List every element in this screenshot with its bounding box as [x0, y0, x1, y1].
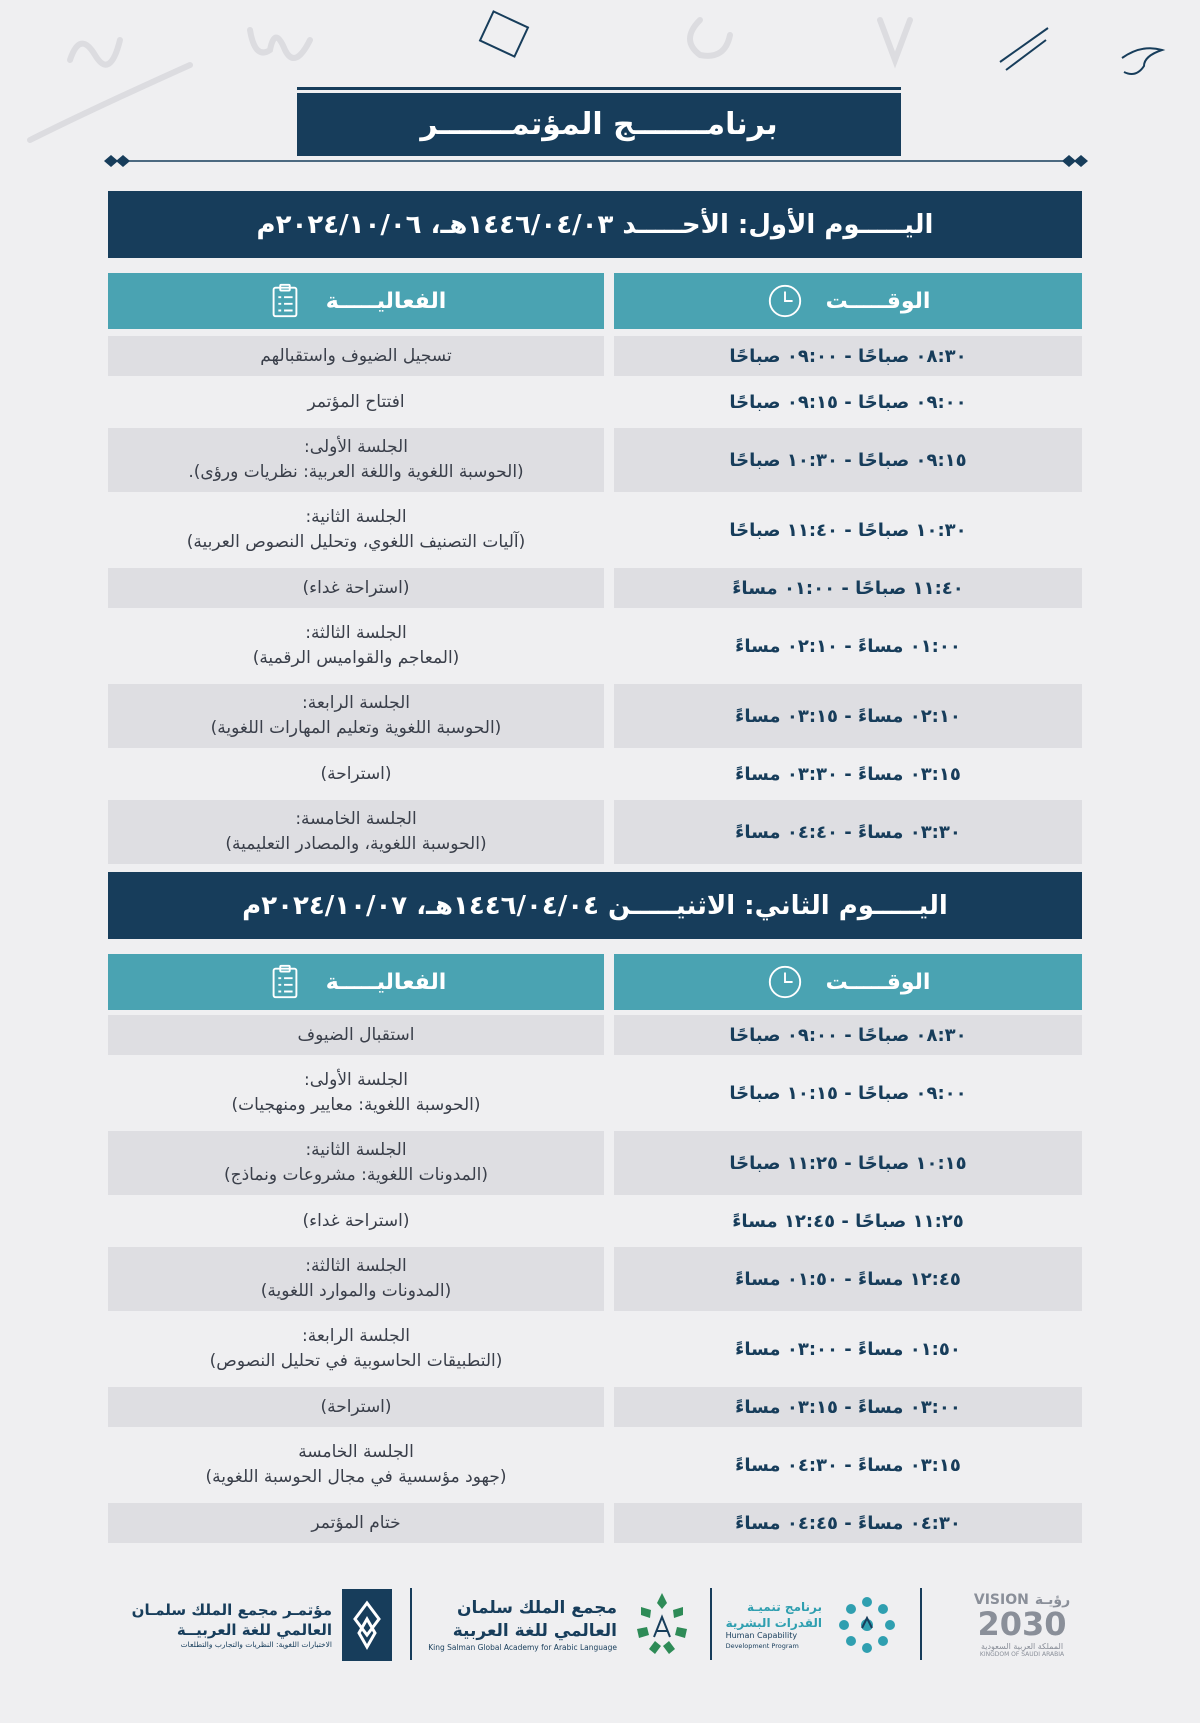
activity-line-1: (استراحة): [320, 763, 392, 784]
table-row: [108, 336, 1082, 376]
day-2-time-header: [614, 954, 1082, 1010]
activity-line-1: الجلسة الأولى:: [304, 437, 408, 458]
time-cell: ٠٩:٠٠ صباحًا - ٠٩:١٥ صباحًا: [729, 391, 967, 413]
table-row: [108, 498, 1082, 562]
activity-cell: [108, 1503, 604, 1543]
hcdp-en-2: Development Program: [725, 1642, 799, 1651]
page-title: [297, 93, 901, 156]
conference-emblem-icon: [342, 1589, 392, 1661]
day-2-activity-header: [108, 954, 604, 1010]
table-row: [108, 568, 1082, 608]
time-cell: ٠١:٥٠ مساءً - ٠٣:٠٠ مساءً: [735, 1338, 961, 1360]
activity-cell: [108, 614, 604, 678]
day-2-title-bar: [108, 872, 1082, 939]
table-row: [108, 684, 1082, 748]
time-cell: ١٢:٤٥ مساءً - ٠١:٥٠ مساءً: [614, 1247, 1082, 1311]
day-1-title-bar: [108, 191, 1082, 258]
academy-name-2: العالمي للغة العربية: [452, 1620, 617, 1641]
activity-header-label: الفعاليـــــة: [325, 288, 447, 314]
time-header-label: الوقـــــت: [825, 288, 931, 314]
activity-line-2: (الحوسبة اللغوية: معايير ومنهجيات): [231, 1095, 481, 1115]
table-row: [108, 1015, 1082, 1055]
activity-cell: [108, 1247, 604, 1311]
vision-2030-logo: [962, 1580, 1082, 1670]
table-row: [108, 1131, 1082, 1195]
title-divider: [104, 152, 1088, 170]
activity-cell: [108, 800, 604, 864]
time-cell: ٠٤:٣٠ مساءً - ٠٤:٤٥ مساءً: [614, 1503, 1082, 1543]
activity-cell: [108, 568, 604, 608]
activity-cell: [108, 1387, 604, 1427]
time-header-label: الوقـــــت: [825, 969, 931, 995]
hcdp-logo: [722, 1580, 902, 1670]
activity-line-2: (المعاجم والقواميس الرقمية): [252, 648, 460, 668]
day-1-time-header: [614, 273, 1082, 329]
activity-cell: [108, 684, 604, 748]
academy-name-1: مجمع الملك سلمان: [457, 1598, 617, 1618]
activity-line-1: الجلسة الرابعة:: [302, 1326, 410, 1347]
activity-cell: [108, 1015, 604, 1055]
day-1-title: اليـــــوم الأول: الأحـــــد ١٤٤٦/٠٤/٠٣هـ، ٢٠٢٤/١٠/٠٦م: [256, 209, 934, 240]
footer-logos: [108, 1580, 1082, 1670]
table-row: [108, 382, 1082, 422]
table-row: [108, 754, 1082, 794]
academy-logo: [422, 1580, 697, 1670]
table-row: [108, 428, 1082, 492]
activity-line-1: افتتاح المؤتمر: [307, 391, 405, 412]
activity-cell: [108, 754, 604, 794]
activity-line-1: استقبال الضيوف: [297, 1024, 415, 1045]
table-row: [108, 614, 1082, 678]
activity-line-1: (استراحة غداء): [302, 577, 410, 598]
activity-cell: [108, 1317, 604, 1381]
hcdp-ar-1: برنامج تنميـة: [747, 1600, 822, 1615]
time-cell: ٠٣:١٥ مساءً - ٠٣:٣٠ مساءً: [735, 763, 961, 785]
academy-name-en: King Salman Global Academy for Arabic Language: [428, 1642, 617, 1652]
vision-year: 2030: [977, 1605, 1067, 1644]
activity-line-2: (المدونات والموارد اللغوية): [260, 1281, 452, 1301]
time-cell: ١١:٤٠ صباحًا - ٠١:٠٠ مساءً: [614, 568, 1082, 608]
time-cell: ١٠:٣٠ صباحًا - ١١:٤٠ صباحًا: [729, 519, 967, 541]
footer-separator: [410, 1588, 412, 1660]
activity-line-1: ختام المؤتمر: [311, 1512, 401, 1533]
clipboard-icon: [266, 963, 304, 1001]
footer-separator: [710, 1588, 712, 1660]
time-cell: ١٠:١٥ صباحًا - ١١:٢٥ صباحًا: [614, 1131, 1082, 1195]
activity-line-1: الجلسة الثانية:: [305, 507, 407, 528]
activity-line-2: (الحوسبة اللغوية واللغة العربية: نظريات ورؤى).: [188, 462, 524, 482]
activity-cell: [108, 1061, 604, 1125]
activity-header-label: الفعاليـــــة: [325, 969, 447, 995]
table-row: [108, 1387, 1082, 1427]
table-row: [108, 1433, 1082, 1497]
time-cell: ٠٢:١٠ مساءً - ٠٣:١٥ مساءً: [614, 684, 1082, 748]
vision-en: VISION: [973, 1592, 1029, 1609]
clock-icon: [766, 282, 804, 320]
activity-line-1: الجلسة الرابعة:: [302, 693, 410, 714]
footer-separator: [920, 1588, 922, 1660]
day-2-title: اليـــــوم الثاني: الاثنيـــــن ١٤٤٦/٠٤/٠٤هـ، ٢٠٢٤/١٠/٠٧م: [242, 890, 948, 921]
activity-line-1: الجلسة الأولى:: [304, 1070, 408, 1091]
day-1-schedule: [108, 336, 1082, 870]
activity-line-1: (استراحة غداء): [302, 1210, 410, 1231]
clipboard-icon: [266, 282, 304, 320]
table-row: [108, 1247, 1082, 1311]
activity-line-1: الجلسة الثانية:: [305, 1140, 407, 1161]
activity-line-2: (آليات التصنيف اللغوي، وتحليل النصوص العربية): [186, 532, 526, 552]
activity-line-2: (التطبيقات الحاسوبية في تحليل النصوص): [209, 1351, 503, 1371]
hcdp-ar-2: القدرات البشرية: [725, 1616, 822, 1631]
hcdp-emblem-icon: [832, 1590, 902, 1660]
clock-icon: [766, 963, 804, 1001]
time-cell: ٠٩:١٥ صباحًا - ١٠:٣٠ صباحًا: [614, 428, 1082, 492]
activity-cell: [108, 498, 604, 562]
table-row: [108, 1201, 1082, 1241]
activity-line-2: (المدونات اللغوية: مشروعات ونماذج): [223, 1165, 489, 1185]
activity-cell: [108, 1201, 604, 1241]
activity-line-2: (الحوسبة اللغوية وتعليم المهارات اللغوية): [210, 718, 502, 738]
hcdp-en-1: Human Capability: [725, 1631, 798, 1641]
activity-line-1: الجلسة الخامسة:: [295, 809, 417, 830]
time-cell: ٠١:٠٠ مساءً - ٠٢:١٠ مساءً: [735, 635, 961, 657]
day-1-activity-header: [108, 273, 604, 329]
vision-country-en: KINGDOM OF SAUDI ARABIA: [979, 1650, 1065, 1658]
activity-cell: [108, 336, 604, 376]
vision-ar: رؤيـة: [1034, 1592, 1071, 1609]
page-title-text: برنامـــــــج المؤتمـــــــر: [420, 107, 778, 142]
activity-cell: [108, 382, 604, 422]
vision-country-ar: المملكة العربية السعودية: [980, 1641, 1064, 1651]
time-cell: ٠٩:٠٠ صباحًا - ١٠:١٥ صباحًا: [729, 1082, 967, 1104]
table-row: [108, 800, 1082, 864]
time-cell: ١١:٢٥ صباحًا - ١٢:٤٥ مساءً: [732, 1210, 964, 1232]
conference-logo: [112, 1580, 392, 1670]
time-cell: ٠٣:١٥ مساءً - ٠٤:٣٠ مساءً: [735, 1454, 961, 1476]
time-cell: ٠٨:٣٠ صباحًا - ٠٩:٠٠ صباحًا: [614, 336, 1082, 376]
table-row: [108, 1503, 1082, 1543]
time-cell: ٠٣:٠٠ مساءً - ٠٣:١٥ مساءً: [614, 1387, 1082, 1427]
academy-emblem-icon: [627, 1587, 697, 1663]
activity-cell: [108, 428, 604, 492]
activity-line-2: (الحوسبة اللغوية، والمصادر التعليمية): [225, 834, 487, 854]
activity-cell: [108, 1433, 604, 1497]
conference-name-2: العالمي للغة العربيــة: [176, 1620, 332, 1639]
day-2-schedule: [108, 1015, 1082, 1549]
conference-name-1: مؤتمـر مجمع الملك سلمـان: [131, 1600, 332, 1619]
activity-line-1: الجلسة الخامسة: [298, 1442, 414, 1463]
conference-subtitle: الاختبارات اللغوية: النظريات والتجارب والتطلعات: [180, 1640, 332, 1650]
time-cell: ٠٣:٣٠ مساءً - ٠٤:٤٠ مساءً: [614, 800, 1082, 864]
activity-cell: [108, 1131, 604, 1195]
time-cell: ٠٨:٣٠ صباحًا - ٠٩:٠٠ صباحًا: [614, 1015, 1082, 1055]
activity-line-1: (استراحة): [320, 1396, 392, 1417]
activity-line-1: الجلسة الثالثة:: [305, 1256, 407, 1277]
table-row: [108, 1061, 1082, 1125]
activity-line-2: (جهود مؤسسية في مجال الحوسبة اللغوية): [205, 1467, 507, 1487]
activity-line-1: الجلسة الثالثة:: [305, 623, 407, 644]
activity-line-1: تسجيل الضيوف واستقبالهم: [260, 345, 452, 366]
table-row: [108, 1317, 1082, 1381]
